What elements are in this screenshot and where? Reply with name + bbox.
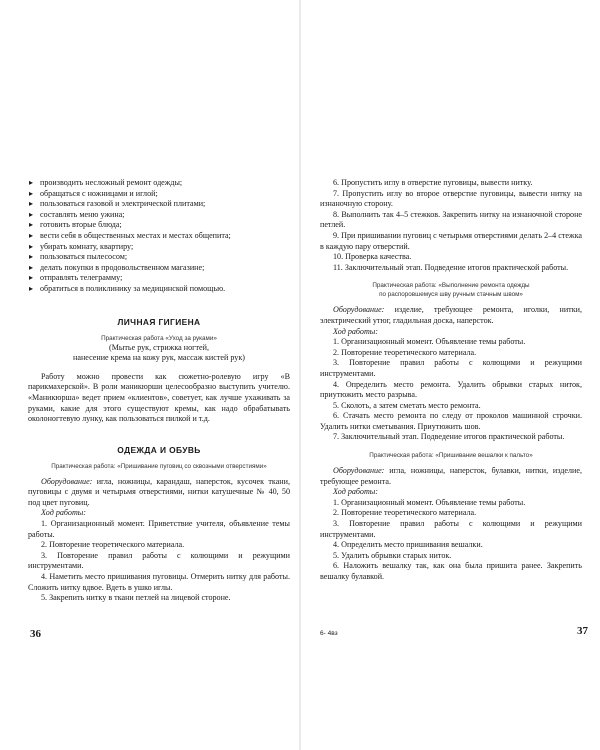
equipment-label: Оборудование: (333, 466, 385, 476)
progress-label: Ход работы: (41, 508, 86, 518)
equipment-text: изделие, требующее ремонта, иголки, нитки, электрический утюг, гладильная доска, наперсток. (320, 305, 582, 325)
hanger-equipment (320, 466, 582, 487)
list-item: ▸ отправлять телеграмму; (28, 273, 290, 284)
step: 3. Повторение правил работы с колющими и режущими инструментами. (320, 358, 582, 378)
right-page (300, 0, 600, 750)
list-item: ▸ обращаться с ножницами и иглой; (28, 189, 290, 200)
step: 1. Организационный момент. Приветствие учителя, объявление темы работы. (28, 519, 290, 539)
step: 7. Заключительный этап. Подведение итогов практической работы. (333, 432, 565, 442)
step: 3. Повторение правил работы с колющими и режущими инструментами. (320, 519, 582, 539)
step: 1. Организационный момент. Объявление темы работы. (333, 337, 526, 347)
step: 6. Стачать место ремонта по следу от проколов машинной строчки. Удалить нитки сметывания. Приутюжить шов. (320, 411, 582, 431)
repair-caption-line-1: Практическая работа: «Выполнение ремонта одежды (372, 282, 530, 290)
step: 2. Повторение теоретического материала. (333, 347, 477, 357)
hygiene-heading: ЛИЧНАЯ ГИГИЕНА (117, 316, 201, 327)
step: 5. Сколоть, а затем сметать место ремонта. (333, 400, 481, 410)
step: 5. Удалить обрывки старых ниток. (333, 550, 452, 560)
step: 2. Повторение теоретического материала. (333, 508, 477, 518)
clothing-equipment (28, 477, 290, 509)
page-number-left: 36 (30, 628, 41, 640)
step: 6. Пропустить иглу в отверстие пуговицы, вывести нитку. (333, 178, 533, 187)
hanger-caption: Практическая работа: «Пришивание вешалки к пальто» (369, 452, 533, 460)
step: 2. Повторение теоретического материала. (41, 540, 185, 550)
step: 5. Закрепить нитку в ткани петлей на лицевой стороне. (41, 593, 231, 603)
progress-label: Ход работы: (333, 326, 378, 336)
progress-label: Ход работы: (333, 487, 378, 497)
hygiene-subtitle-2: нанесение крема на кожу рук, массаж кистей рук) (73, 353, 245, 363)
step: 3. Повторение правил работы с колющими и режущими инструментами. (28, 550, 290, 571)
repair-caption-line-2: по распоровшемуся шву ручным стачным швом» (379, 291, 523, 299)
step: 6. Наложить вешалку так, как она была пришита ранее. Закрепить вешалку булавкой. (320, 561, 582, 581)
list-item: ▸ составлять меню ужина; (28, 210, 290, 221)
step: 4. Определить место ремонта. Удалить обрывки старых ниток, приутюжить место разрыва. (320, 379, 582, 400)
step: 9. При пришивании пуговиц с четырьмя отверстиями делать 2–4 стежка в каждую пару отверстий. (320, 230, 582, 251)
page-number-right: 37 (577, 625, 588, 637)
equipment-label: Оборудование: (333, 305, 385, 315)
hygiene-paragraph: Работу можно провести как сюжетно-ролевую игру «В парикмахерской». В роли маникюрши целесообразно выступить учителю. «Маникюрша» ведет прием «клиентов», советует, как лучше ухаживать за руками, какие для этого существуют кремы, как надо обрабатывать околоногтевую лунку, как пользоваться пилкой и т.д. (28, 371, 290, 424)
clothing-caption: Практическая работа: «Пришивание пуговиц со сквозными отверстиями» (51, 462, 267, 470)
equipment-text: игла, ножницы, карандаш, наперсток, кусочек ткани, пуговицы с двумя и четырьмя отверстиями, нитки катушечные № 40, 50 под цвет пуговиц. (28, 476, 290, 507)
step: 4. Наметить место пришивания пуговицы. Отмерить нитку для работы. Сложить нитку вдвое. Вдеть в ушко иглы. (28, 572, 290, 592)
hygiene-subtitle-1: (Мытье рук, стрижка ногтей, (109, 342, 209, 352)
step: 8. Выполнить так 4–5 стежков. Закрепить нитку на изнаночной стороне петлей. (320, 209, 582, 230)
hygiene-caption: Практическая работа «Уход за руками» (101, 334, 217, 342)
list-item: ▸ вести себя в общественных местах и местах общепита; (28, 231, 290, 242)
step: 4. Определить место пришивания вешалки. (333, 540, 483, 550)
list-item: ▸ делать покупки в продовольственном магазине; (28, 263, 290, 274)
step: 1. Организационный момент. Объявление темы работы. (333, 497, 526, 507)
left-column (28, 178, 290, 604)
list-item: ▸ готовить вторые блюда; (28, 220, 290, 231)
step: 10. Проверка качества. (333, 252, 412, 262)
list-item: ▸ убирать комнату, квартиру; (28, 242, 290, 253)
list-item: ▸ пользоваться пылесосом; (28, 252, 290, 263)
equipment-label: Оборудование: (41, 476, 93, 486)
list-item: ▸ пользоваться газовой и электрической плитами; (28, 199, 290, 210)
list-item: ▸ обратиться в поликлинику за медицинской помощью. (28, 284, 290, 295)
step: 11. Заключительный этап. Подведение итогов практической работы. (333, 262, 569, 272)
list-item: ▸ производить несложный ремонт одежды; (28, 178, 290, 189)
repair-equipment (320, 305, 582, 326)
equipment-text: игла, ножницы, наперсток, булавки, нитки, изделие, требующее ремонта. (320, 466, 582, 486)
skills-list (28, 178, 290, 295)
step: 7. Пропустить иглу во второе отверстие пуговицы, вывести нитку на изнаночную сторону. (320, 188, 582, 209)
printer-signature: 6- 4вз (320, 630, 338, 637)
right-column (320, 178, 582, 583)
clothing-heading: ОДЕЖДА И ОБУВЬ (117, 444, 201, 455)
